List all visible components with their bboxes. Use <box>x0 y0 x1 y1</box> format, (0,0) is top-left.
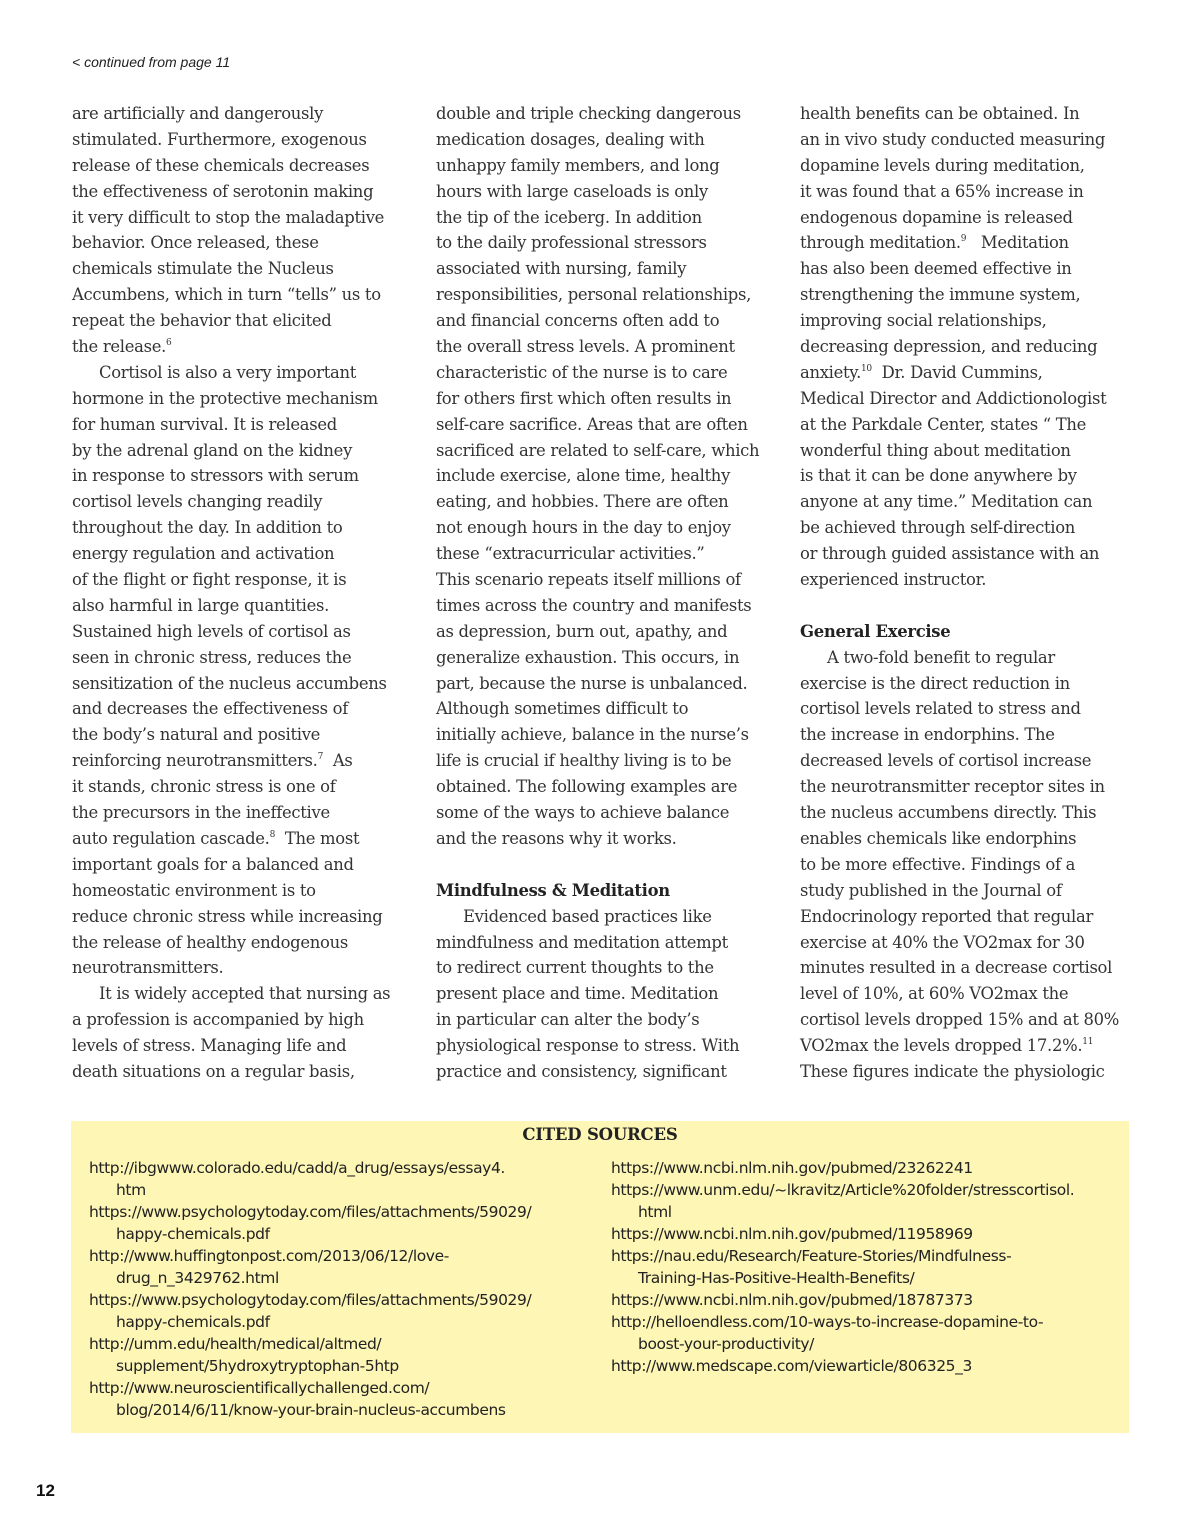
page-number: 12 <box>36 1481 55 1500</box>
text-line: part, because the nurse is unbalanced. <box>436 673 748 693</box>
text-line: it very difficult to stop the maladaptive <box>72 207 385 227</box>
text-line: is that it can be done anywhere by <box>800 466 1077 486</box>
text-line: initially achieve, balance in the nurse’s <box>436 725 749 745</box>
text-line: death situations on a regular basis, <box>72 1061 355 1081</box>
text-line: be achieved through self-direction <box>800 518 1076 538</box>
text-line: level of 10%, at 60% VO2max the <box>800 984 1069 1004</box>
source-link-continuation[interactable]: blog/2014/6/11/know-your-brain-nucleus-accumbens <box>116 1401 506 1419</box>
source-link[interactable]: https://www.ncbi.nlm.nih.gov/pubmed/23262241 <box>611 1159 973 1177</box>
text-line: to the daily professional stressors <box>436 233 707 253</box>
source-link[interactable]: https://nau.edu/Research/Feature-Stories/Mindfulness- <box>611 1247 1012 1265</box>
text-line: the overall stress levels. A prominent <box>436 337 735 357</box>
text-fragment: through meditation. <box>800 233 961 253</box>
text-line: physiological response to stress. With <box>436 1036 740 1056</box>
text-fragment: Dr. David Cummins, <box>871 362 1043 382</box>
source-link[interactable]: https://www.unm.edu/~lkravitz/Article%20folder/stresscortisol. <box>611 1181 1075 1199</box>
source-link[interactable]: https://www.psychologytoday.com/files/attachments/59029/ <box>89 1203 532 1221</box>
section-heading-mindfulness: Mindfulness & Meditation <box>436 880 670 900</box>
text-fragment: reinforcing neurotransmitters. <box>72 751 318 771</box>
text-line: exercise is the direct reduction in <box>800 673 1070 693</box>
text-fragment: The most <box>275 828 360 848</box>
text-line: the tip of the iceberg. In addition <box>436 207 702 227</box>
text-line: as depression, burn out, apathy, and <box>436 621 728 641</box>
text-line: associated with nursing, family <box>436 259 687 279</box>
text-line: times across the country and manifests <box>436 595 752 615</box>
text-line: for others first which often results in <box>436 388 732 408</box>
text-line: not enough hours in the day to enjoy <box>436 518 731 538</box>
text-line: seen in chronic stress, reduces the <box>72 647 352 667</box>
text-line: life is crucial if healthy living is to be <box>436 751 732 771</box>
article-column-1 <box>72 101 390 1085</box>
text-line: neurotransmitters. <box>72 958 224 978</box>
text-line: Cortisol is also a very important <box>99 362 357 382</box>
text-line: in response to stressors with serum <box>72 466 359 486</box>
text-line: improving social relationships, <box>800 311 1047 331</box>
text-line: levels of stress. Managing life and <box>72 1036 347 1056</box>
text-line: hormone in the protective mechanism <box>72 388 378 408</box>
section-heading-general-exercise: General Exercise <box>800 621 951 641</box>
text-line: Although sometimes difficult to <box>436 699 689 719</box>
footnote-ref: 7 <box>317 752 324 763</box>
text-line: these “extracurricular activities.” <box>436 544 705 564</box>
text-line: Endocrinology reported that regular <box>800 906 1093 926</box>
text-line: practice and consistency, significant <box>436 1061 727 1081</box>
text-line: Evidenced based practices like <box>463 906 712 926</box>
text-line: Medical Director and Addictionologist <box>800 388 1107 408</box>
text-line: throughout the day. In addition to <box>72 518 343 538</box>
text-line: generalize exhaustion. This occurs, in <box>436 647 740 667</box>
source-link[interactable]: http://www.huffingtonpost.com/2013/06/12/love- <box>89 1247 449 1265</box>
text-line: strengthening the immune system, <box>800 285 1081 305</box>
text-line: an in vivo study conducted measuring <box>800 129 1106 149</box>
text-line: in particular can alter the body’s <box>436 1010 700 1030</box>
footnote-ref: 11 <box>1082 1037 1094 1048</box>
text-line: important goals for a balanced and <box>72 854 354 874</box>
text-line: self-care sacrifice. Areas that are often <box>436 414 748 434</box>
text-line: dopamine levels during meditation, <box>800 155 1085 175</box>
text-line: has also been deemed effective in <box>800 259 1072 279</box>
source-link-continuation[interactable]: happy-chemicals.pdf <box>116 1313 270 1331</box>
text-line: chemicals stimulate the Nucleus <box>72 259 334 279</box>
text-line: include exercise, alone time, healthy <box>436 466 731 486</box>
source-link[interactable]: http://www.neuroscientificallychallenged.com/ <box>89 1379 430 1397</box>
text-fragment: the release. <box>72 337 167 357</box>
cited-sources-right-column <box>611 1157 1074 1377</box>
cited-sources-left-column <box>89 1157 531 1421</box>
source-link-continuation[interactable]: htm <box>116 1181 146 1199</box>
source-link-continuation[interactable]: Training-Has-Positive-Health-Benefits/ <box>638 1269 915 1287</box>
text-line: mindfulness and meditation attempt <box>436 932 728 952</box>
text-line: release of these chemicals decreases <box>72 155 370 175</box>
text-line: minutes resulted in a decrease cortisol <box>800 958 1113 978</box>
text-line: decreased levels of cortisol increase <box>800 751 1092 771</box>
text-line <box>800 1033 1119 1059</box>
source-link[interactable]: https://www.ncbi.nlm.nih.gov/pubmed/11958969 <box>611 1225 973 1243</box>
text-line <box>800 230 1119 256</box>
text-fragment: As <box>323 751 353 771</box>
text-line: Sustained high levels of cortisol as <box>72 621 351 641</box>
text-line: the precursors in the ineffective <box>72 803 330 823</box>
text-line: cortisol levels related to stress and <box>800 699 1081 719</box>
cited-sources-box <box>71 1121 1129 1433</box>
text-line: it was found that a 65% increase in <box>800 181 1084 201</box>
text-line: the body’s natural and positive <box>72 725 321 745</box>
source-link-continuation[interactable]: happy-chemicals.pdf <box>116 1225 270 1243</box>
text-line <box>72 826 390 852</box>
text-line: Accumbens, which in turn “tells” us to <box>72 285 381 305</box>
source-link[interactable]: http://ibgwww.colorado.edu/cadd/a_drug/essays/essay4. <box>89 1159 505 1177</box>
source-link[interactable]: http://www.medscape.com/viewarticle/806325_3 <box>611 1357 972 1375</box>
text-line: the release of healthy endogenous <box>72 932 348 952</box>
continued-note: < continued from page 11 <box>72 54 231 70</box>
text-line <box>72 748 390 774</box>
text-line: and the reasons why it works. <box>436 828 677 848</box>
text-line: This scenario repeats itself millions of <box>436 570 741 590</box>
text-line: study published in the Journal of <box>800 880 1062 900</box>
text-line: the neurotransmitter receptor sites in <box>800 777 1105 797</box>
source-link[interactable]: https://www.ncbi.nlm.nih.gov/pubmed/18787373 <box>611 1291 973 1309</box>
article-column-3 <box>800 101 1119 1085</box>
source-link-continuation[interactable]: supplement/5hydroxytryptophan-5htp <box>116 1357 399 1375</box>
footnote-ref: 9 <box>960 234 967 245</box>
text-line: hours with large caseloads is only <box>436 181 708 201</box>
text-line: the increase in endorphins. The <box>800 725 1055 745</box>
text-line: sacrificed are related to self-care, which <box>436 440 760 460</box>
source-link-continuation[interactable]: html <box>638 1203 672 1221</box>
text-line: unhappy family members, and long <box>436 155 720 175</box>
source-link-continuation[interactable]: boost-your-productivity/ <box>638 1335 815 1353</box>
spacer <box>800 593 1119 619</box>
text-line: to redirect current thoughts to the <box>436 958 714 978</box>
spacer <box>436 852 759 878</box>
text-line: obtained. The following examples are <box>436 777 738 797</box>
text-line: experienced instructor. <box>800 570 987 590</box>
source-link[interactable]: https://www.psychologytoday.com/files/attachments/59029/ <box>89 1291 532 1309</box>
cited-sources-title: CITED SOURCES <box>522 1125 678 1144</box>
text-line: it stands, chronic stress is one of <box>72 777 336 797</box>
text-line: reduce chronic stress while increasing <box>72 906 383 926</box>
text-line: cortisol levels dropped 15% and at 80% <box>800 1010 1120 1030</box>
text-line: cortisol levels changing readily <box>72 492 323 512</box>
text-line: wonderful thing about meditation <box>800 440 1071 460</box>
text-line: A two-fold benefit to regular <box>827 647 1055 667</box>
text-line: the effectiveness of serotonin making <box>72 181 374 201</box>
text-line: and financial concerns often add to <box>436 311 720 331</box>
source-link[interactable]: http://umm.edu/health/medical/altmed/ <box>89 1335 382 1353</box>
text-fragment: VO2max the levels dropped 17.2%. <box>800 1036 1083 1056</box>
text-line: at the Parkdale Center, states “ The <box>800 414 1087 434</box>
text-line: for human survival. It is released <box>72 414 337 434</box>
text-line: the nucleus accumbens directly. This <box>800 803 1097 823</box>
text-line: anyone at any time.” Meditation can <box>800 492 1093 512</box>
text-line: It is widely accepted that nursing as <box>99 984 391 1004</box>
text-line: and decreases the effectiveness of <box>72 699 349 719</box>
text-line: of the flight or fight response, it is <box>72 570 347 590</box>
text-line: sensitization of the nucleus accumbens <box>72 673 387 693</box>
text-fragment: auto regulation cascade. <box>72 828 270 848</box>
text-line: some of the ways to achieve balance <box>436 803 730 823</box>
text-line: double and triple checking dangerous <box>436 104 741 123</box>
text-line: also harmful in large quantities. <box>72 595 330 615</box>
text-line <box>72 334 390 360</box>
text-line: repeat the behavior that elicited <box>72 311 332 331</box>
footnote-ref: 10 <box>861 363 872 374</box>
text-line: medication dosages, dealing with <box>436 129 705 149</box>
text-line: health benefits can be obtained. In <box>800 104 1080 123</box>
text-line: exercise at 40% the VO2max for 30 <box>800 932 1085 952</box>
source-link-continuation[interactable]: drug_n_3429762.html <box>116 1269 279 1287</box>
text-fragment: Meditation <box>966 233 1069 253</box>
text-line: energy regulation and activation <box>72 544 335 564</box>
text-line: to be more effective. Findings of a <box>800 854 1076 874</box>
text-line: by the adrenal gland on the kidney <box>72 440 353 460</box>
article-column-2 <box>436 101 759 1085</box>
footnote-ref: 6 <box>166 338 172 349</box>
text-line: endogenous dopamine is released <box>800 207 1073 227</box>
text-line: homeostatic environment is to <box>72 880 316 900</box>
text-line: These figures indicate the physiologic <box>800 1061 1105 1081</box>
text-line: stimulated. Furthermore, exogenous <box>72 129 367 149</box>
text-line <box>800 360 1119 386</box>
text-fragment: anxiety. <box>800 362 861 382</box>
text-line: responsibilities, personal relationships, <box>436 285 752 305</box>
text-line: a profession is accompanied by high <box>72 1010 364 1030</box>
source-link[interactable]: http://helloendless.com/10-ways-to-increase-dopamine-to- <box>611 1313 1044 1331</box>
text-line: present place and time. Meditation <box>436 984 719 1004</box>
text-line: characteristic of the nurse is to care <box>436 362 728 382</box>
text-line: decreasing depression, and reducing <box>800 337 1098 357</box>
text-line: enables chemicals like endorphins <box>800 828 1077 848</box>
text-line: behavior. Once released, these <box>72 233 319 253</box>
text-line: are artificially and dangerously <box>72 104 324 123</box>
footnote-ref: 8 <box>269 829 276 840</box>
text-line: eating, and hobbies. There are often <box>436 492 729 512</box>
text-line: or through guided assistance with an <box>800 544 1100 564</box>
